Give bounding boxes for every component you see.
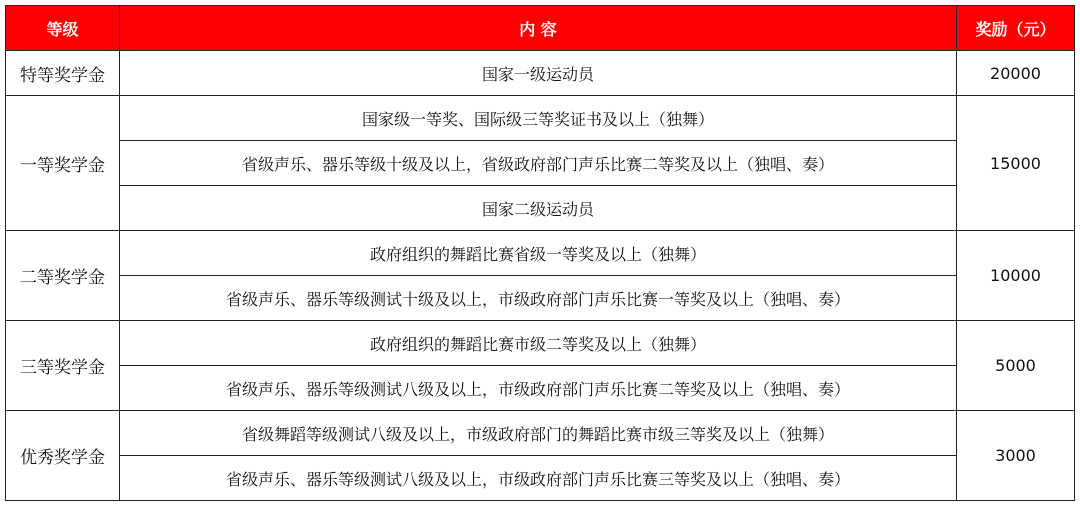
table-row bbox=[6, 366, 1075, 411]
table-row bbox=[6, 276, 1075, 321]
header-content: 内 容 bbox=[120, 6, 957, 51]
reward-cell: 5000 bbox=[957, 321, 1075, 411]
scholarship-table-container bbox=[5, 5, 1074, 501]
level-cell: 一等奖学金 bbox=[6, 96, 120, 231]
reward-cell: 3000 bbox=[957, 411, 1075, 501]
content-cell: 政府组织的舞蹈比赛市级二等奖及以上（独舞） bbox=[120, 321, 957, 366]
table-row bbox=[6, 186, 1075, 231]
level-cell: 优秀奖学金 bbox=[6, 411, 120, 501]
content-cell: 省级声乐、器乐等级测试八级及以上，市级政府部门声乐比赛三等奖及以上（独唱、奏） bbox=[120, 456, 957, 501]
header-level: 等级 bbox=[6, 6, 120, 51]
table-row bbox=[6, 96, 1075, 141]
level-cell: 二等奖学金 bbox=[6, 231, 120, 321]
content-cell: 省级舞蹈等级测试八级及以上，市级政府部门的舞蹈比赛市级三等奖及以上（独舞） bbox=[120, 411, 957, 456]
table-header-row bbox=[6, 6, 1075, 51]
level-cell: 三等奖学金 bbox=[6, 321, 120, 411]
reward-cell: 20000 bbox=[957, 51, 1075, 96]
content-cell: 国家一级运动员 bbox=[120, 51, 957, 96]
table-row bbox=[6, 231, 1075, 276]
scholarship-table bbox=[5, 5, 1075, 501]
table-row bbox=[6, 141, 1075, 186]
content-cell: 省级声乐、器乐等级十级及以上，省级政府部门声乐比赛二等奖及以上（独唱、奏） bbox=[120, 141, 957, 186]
header-reward: 奖励（元） bbox=[957, 6, 1075, 51]
content-cell: 国家级一等奖、国际级三等奖证书及以上（独舞） bbox=[120, 96, 957, 141]
table-row bbox=[6, 456, 1075, 501]
reward-cell: 10000 bbox=[957, 231, 1075, 321]
table-row bbox=[6, 321, 1075, 366]
content-cell: 省级声乐、器乐等级测试十级及以上，市级政府部门声乐比赛一等奖及以上（独唱、奏） bbox=[120, 276, 957, 321]
table-row bbox=[6, 411, 1075, 456]
content-cell: 国家二级运动员 bbox=[120, 186, 957, 231]
table-row bbox=[6, 51, 1075, 96]
reward-cell: 15000 bbox=[957, 96, 1075, 231]
content-cell: 省级声乐、器乐等级测试八级及以上，市级政府部门声乐比赛二等奖及以上（独唱、奏） bbox=[120, 366, 957, 411]
content-cell: 政府组织的舞蹈比赛省级一等奖及以上（独舞） bbox=[120, 231, 957, 276]
level-cell: 特等奖学金 bbox=[6, 51, 120, 96]
